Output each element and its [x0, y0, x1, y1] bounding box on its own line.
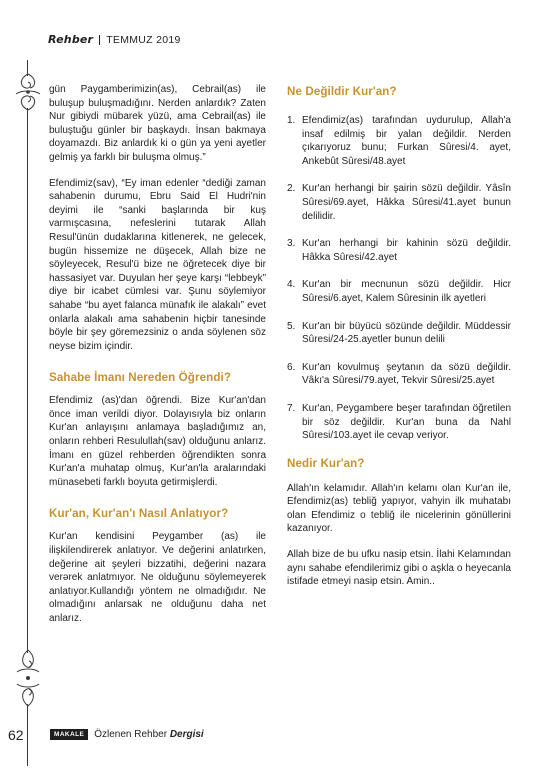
- list-item-text: Kur'an herhangi bir kahinin sözü değildir. Hâkka Sûresi/42.ayet: [302, 238, 511, 263]
- list-item-text: Kur'an bir büyücü sözünde değildir. Müddessir Sûresi/24-25.ayetler bunun delili: [302, 320, 511, 346]
- list-item: [287, 114, 511, 168]
- heading-kuran-nasil: Kur'an, Kur'an'ı Nasıl Anlatıyor?: [49, 507, 229, 521]
- heading-sahabe-imani: Sahabe İmanı Nereden Öğrendi?: [49, 371, 232, 385]
- paragraph-sahabe: Efendimiz(sav), “Ey iman edenler “dediği zaman sahabenin durumu, Ebru Said El Hudri'nin deyimi ile “sanki başlarında bir kuş varmışcasına, nefeslerini tutarak Allah Resul'ünün dudaklarına kitlenerek, ne gelecek, bugün hissemize ne düşecek, Allah bize ne söyleyecek, Resul'ü bize ne öğretecek diye bir hassasiyet var. Duyulan her şeye karşı “lebbeyk” diye bir icabet cümlesi var. Şunu söylemiyor sahabe “bu ayet falanca münafık ile alakalı” evet onlarla alakalı ama sahabenin hiçbir tanesinde böyle bir şey göremezsiniz o anda söylenen söz neyse bizim içindir.: [49, 177, 266, 352]
- list-item-number: 3.: [287, 238, 296, 250]
- list-item-number: 6.: [287, 361, 296, 373]
- paragraph-allahin-kelami: Allah'ın kelamıdır. Allah'ın kelamı olan Kur'an ile, Efendimiz(as) tebliğ yapıyor, vahyin ilk muhatabı olan Efendimiz o tebliğ ile nicelerinin gönüllerini kazanıyor.: [287, 482, 511, 535]
- page-header: [48, 33, 181, 46]
- paragraph-kuran-anlatiyor: Kur'an kendisini Peygamber (as) ile ilişkilendirerek anlatıyor. Ve değerini anlatırken, değerine ait şeyleri bizzatihi, değerini nazara verərek anlatmıyor. Ne olduğunu söylemeyerek anlatıyor.Kullandığı yöntem ne olmadığıdır. Ne olmadığını anlarsak ne olduğunu daha net anlarız.: [49, 531, 266, 624]
- list-item-text: Kur'an, Peygambere beşer tarafından öğretilen bir söz değildir. Kur'an buna da Nahl Sûresi/103.ayet ile cevap veriyor.: [302, 402, 511, 442]
- list-item-number: 2.: [287, 183, 296, 195]
- brand-logo: Rehber: [48, 33, 94, 46]
- left-rule-middle: [27, 108, 28, 653]
- numbered-list: [287, 114, 511, 443]
- ornament-bottom-icon: [13, 648, 43, 708]
- paragraph-efendimiz: Efendimiz (as)'dan öğrendi. Bize Kur'an'dan önce iman verildi diyor. Dolayısıyla biz onların Kur'an anlayışını anlamaya başladığımız an, onların rehberi Resulullah(sav) olduğunu anlarız. İmanı en güzel rehberden öğrendikten sonra Kur'an'a muhatap olmuş, Kur'an'la aralarındaki münasebeti farklı boyuta getirmişlerdi.: [49, 395, 266, 488]
- issue-date: TEMMUZ 2019: [106, 33, 181, 46]
- magazine-name-bold: Dergisi: [169, 729, 204, 740]
- heading-nedir-kuran: Nedir Kur'an?: [287, 456, 365, 470]
- list-item-text: Efendimiz(as) tarafından uydurulup, Allah'a insaf edilmiş bir yalan değildir. Nerden çıkarıyoruz bunu; Furkan Sûresi/4. ayet, Ankebût Sûresi/48.ayet: [302, 115, 511, 167]
- list-item: [287, 237, 511, 264]
- paragraph-dua: Allah bize de bu ufku nasip etsin. İlahi Kelamından aynı sahabe efendilerimiz gibi o aşkla o heyecanla istifade etmeyi nasip etsin. Amin..: [287, 549, 511, 588]
- list-item: [287, 361, 511, 388]
- header-divider: [99, 35, 100, 45]
- right-column: [287, 83, 511, 589]
- list-item-text: Kur'an kovulmuş şeytanın da sözü değildir. Vâkı'a Sûresi/79.ayet, Tekvir Sûresi/25.ayet: [302, 361, 511, 387]
- page-footer: [50, 729, 204, 740]
- list-item-text: Kur'an bir mecnunun sözü değildir. Hicr Sûresi/6.ayet, Kalem Sûresinin ilk ayetleri: [302, 279, 511, 304]
- list-item-number: 7.: [287, 402, 296, 414]
- paragraph-intro: gün Paygamberimizin(as), Cebrail(as) ile buluşup buluşmadığını. Nerden anlardık? Zaten Nur gibiydi mübarek yüzü, ama Cebrail(as) ile buluştuğu günler bir başkaydı. İnsan bakmaya doyamazdı. Biz anlardık ki o gün ya yeni ayetler gelmiş ya farklı bir buluşma olmuş.”: [49, 84, 266, 163]
- list-item-text: Kur'an herhangi bir şairin sözü değildir. Yâsîn Sûresi/69.ayet, Hâkka Sûresi/41.ayet bunun delilidir.: [302, 183, 511, 222]
- magazine-name-prefix: Özlenen Rehber: [94, 729, 168, 740]
- left-rule-bottom: [27, 704, 28, 766]
- list-item: [287, 278, 511, 305]
- section-badge: MAKALE: [50, 729, 88, 740]
- ornament-top-icon: [13, 72, 43, 112]
- list-item-number: 1.: [287, 115, 296, 126]
- list-item: [287, 182, 511, 223]
- page-number: 62: [8, 727, 24, 743]
- left-column: [49, 83, 266, 626]
- list-item-number: 4.: [287, 279, 296, 291]
- list-item: [287, 402, 511, 443]
- list-item: [287, 320, 511, 347]
- magazine-name: [94, 729, 204, 740]
- heading-ne-degildir: Ne Değildir Kur'an?: [287, 85, 397, 98]
- list-item-number: 5.: [287, 320, 296, 332]
